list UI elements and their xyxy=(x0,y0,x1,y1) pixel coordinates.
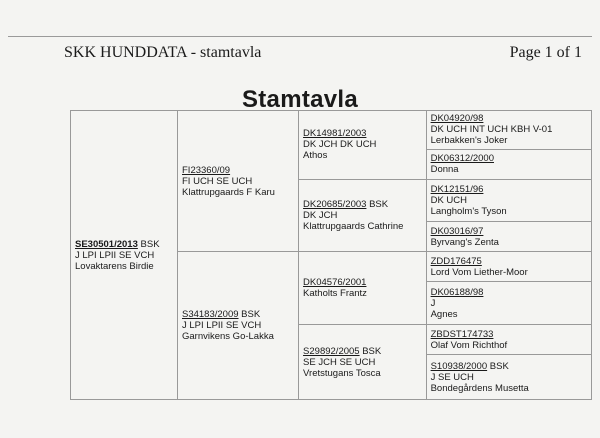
g3-suffix: BSK xyxy=(489,360,509,372)
header-rule xyxy=(8,36,592,37)
g3-cell xyxy=(426,111,591,150)
g3-reg: ZDD176475 xyxy=(430,255,482,267)
subject-suffix: BSK xyxy=(140,238,160,250)
sire-dam-titles: DK JCH xyxy=(303,209,338,221)
g3-name: Donna xyxy=(430,164,459,176)
g3-reg: DK12151/96 xyxy=(430,183,484,195)
page-indicator: Page 1 of 1 xyxy=(509,44,582,61)
g3-name: Byrvang's Zenta xyxy=(430,236,499,248)
dam-dam-titles: SE JCH SE UCH xyxy=(303,356,376,368)
sire-cell xyxy=(178,111,299,252)
subject-reg: SE30501/2013 xyxy=(75,238,138,250)
dam-dam-suffix: BSK xyxy=(362,345,382,357)
g3-name: Agnes xyxy=(430,308,458,320)
sire-dam-suffix: BSK xyxy=(369,198,389,210)
dam-titles: J LPI LPII SE VCH xyxy=(182,320,262,332)
dam-suffix: BSK xyxy=(241,309,261,321)
document-title: Stamtavla xyxy=(241,86,359,113)
g3-cell xyxy=(426,355,591,400)
pedigree-table xyxy=(70,110,592,400)
g3-name: Bondegårdens Musetta xyxy=(430,382,529,394)
subject-name: Lovaktarens Birdie xyxy=(75,260,154,272)
dam-reg: S34183/2009 xyxy=(182,309,239,321)
header-title: SKK HUNDDATA - stamtavla xyxy=(64,44,262,61)
g3-titles: J xyxy=(430,297,436,309)
g3-reg: DK04920/98 xyxy=(430,113,484,125)
sire-name: Klattrupgaards F Karu xyxy=(182,186,275,198)
dam-dam-reg: S29892/2005 xyxy=(303,345,360,357)
g3-reg: DK06188/98 xyxy=(430,286,484,298)
dam-cell xyxy=(178,252,299,400)
dam-sire-cell xyxy=(299,252,427,325)
sire-sire-cell xyxy=(299,111,427,180)
g3-reg: DK06312/2000 xyxy=(430,153,494,165)
g3-name: Olaf Vom Richthof xyxy=(430,339,508,351)
sire-titles: FI UCH SE UCH xyxy=(182,175,253,187)
g3-titles: DK UCH xyxy=(430,194,468,206)
subject-titles: J LPI LPII SE VCH xyxy=(75,249,155,261)
g3-name: Langholm's Tyson xyxy=(430,205,507,217)
sire-sire-reg: DK14981/2003 xyxy=(303,128,367,140)
dam-sire-reg: DK04576/2001 xyxy=(303,277,367,289)
subject-cell xyxy=(71,111,178,400)
g3-name: Lerbakken's Joker xyxy=(430,135,508,147)
g3-cell xyxy=(426,149,591,179)
dam-name: Garnvikens Go-Lakka xyxy=(182,331,274,343)
sire-sire-name: Athos xyxy=(303,150,328,162)
sire-sire-titles: DK JCH DK UCH xyxy=(303,139,377,151)
dam-dam-name: Vretstugans Tosca xyxy=(303,367,381,379)
g3-titles: DK UCH INT UCH KBH V-01 xyxy=(430,124,553,136)
dam-dam-cell xyxy=(299,325,427,400)
g3-cell xyxy=(426,325,591,355)
sire-dam-cell xyxy=(299,179,427,252)
g3-reg: ZBDST174733 xyxy=(430,328,494,340)
g3-titles: J SE UCH xyxy=(430,371,474,383)
dam-sire-name: Katholts Frantz xyxy=(303,288,367,300)
sire-dam-name: Klattrupgaards Cathrine xyxy=(303,220,404,232)
sire-reg: FI23360/09 xyxy=(182,164,231,176)
g3-cell xyxy=(426,179,591,222)
g3-cell xyxy=(426,252,591,282)
g3-name: Lord Vom Liether-Moor xyxy=(430,266,528,278)
g3-reg: S10938/2000 xyxy=(430,360,488,372)
g3-cell xyxy=(426,282,591,325)
sire-dam-reg: DK20685/2003 xyxy=(303,198,367,210)
g3-cell xyxy=(426,222,591,252)
g3-reg: DK03016/97 xyxy=(430,225,484,237)
